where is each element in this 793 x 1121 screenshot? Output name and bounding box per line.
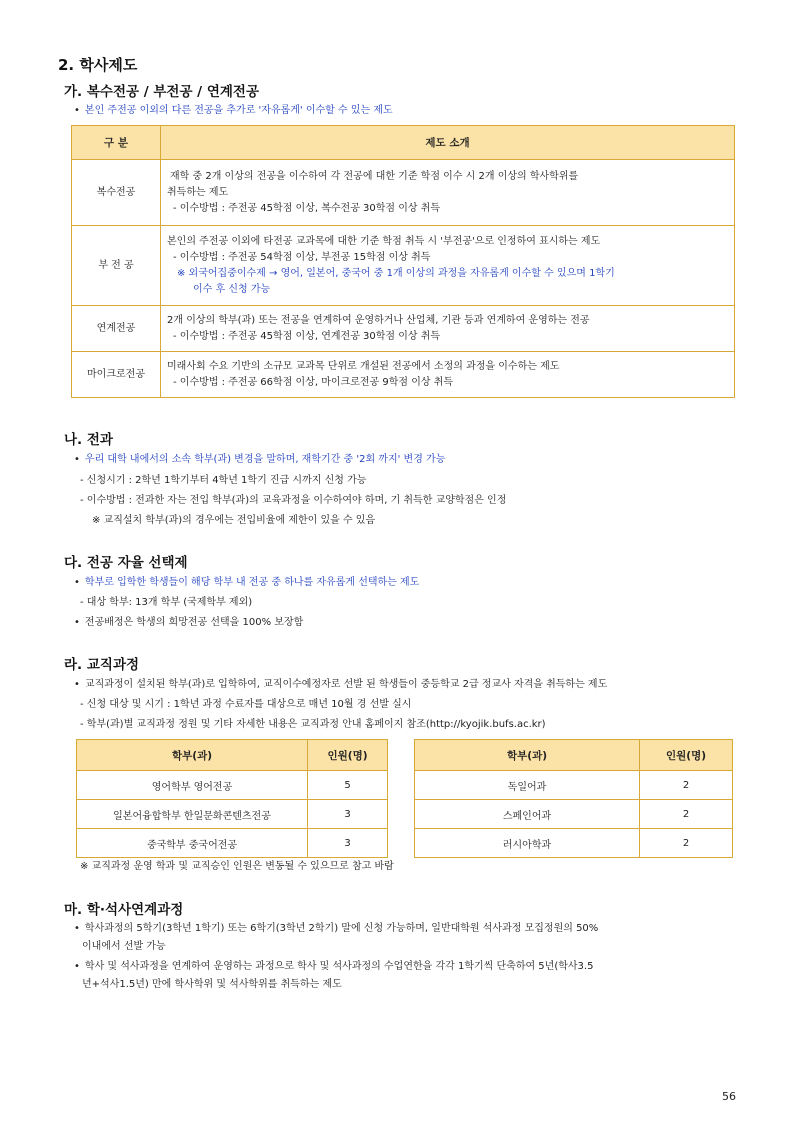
quota-cell: 3: [308, 829, 388, 858]
heading-teaching: 라. 교직과정: [64, 657, 140, 673]
teaching-intro: • 교직과정이 설치된 학부(과)로 입학하여, 교직이수예정자로 선발 된 학생들이 중등학교 2급 정교사 자격을 취득하는 제도: [74, 678, 607, 692]
quota-cell: 5: [308, 771, 388, 800]
table-row: [72, 352, 735, 398]
department-cell: 독일어과: [415, 771, 640, 800]
department-cell: 러시아학과: [415, 829, 640, 858]
transfer-line: - 신청시기 : 2학년 1학기부터 4학년 1학기 진급 시까지 신청 가능: [80, 475, 367, 486]
bachelor-master-line: 년+석사1.5년) 만에 학사학위 및 석사학위를 취득하는 제도: [82, 979, 342, 990]
teaching-quota-table-right: [414, 739, 733, 858]
page-number: 56: [722, 1090, 736, 1103]
free-major-intro: • 학부로 입학한 학생들이 해당 학부 내 전공 중 하나를 자유롭게 선택하는 제도: [74, 576, 419, 590]
row-description: [161, 160, 735, 226]
bachelor-master-bullet: • 학사 및 석사과정을 연계하여 운영하는 과정으로 학사 및 석사과정의 수업연한을 각각 1학기씩 단축하여 5년(학사3.5: [74, 960, 593, 974]
desc-line: 2개 이상의 학부(과) 또는 전공을 연계하여 운영하거나 산업체, 기관 등과 연계하여 운영하는 전공: [167, 314, 590, 326]
major-systems-table: [71, 125, 735, 398]
row-label: 복수전공: [72, 160, 161, 226]
desc-line: 미래사회 수요 기반의 소규모 교과목 단위로 개설된 전공에서 소정의 과정을 이수하는 제도: [167, 360, 560, 372]
table-header-quota: 인원(명): [640, 740, 733, 771]
free-major-bullet: • 전공배정은 학생의 희망전공 선택을 100% 보장함: [74, 616, 303, 630]
department-cell: 영어학부 영어전공: [77, 771, 308, 800]
teaching-note: ※ 교직과정 운영 학과 및 교직승인 인원은 변동될 수 있으므로 참고 바람: [80, 861, 394, 872]
row-label: 부 전 공: [72, 226, 161, 306]
desc-line: - 이수방법 : 주전공 45학점 이상, 연계전공 30학점 이상 취득: [173, 330, 441, 342]
transfer-line: - 이수방법 : 전과한 자는 전입 학부(과)의 교육과정을 이수하여야 하며, 기 취득한 교양학점은 인정: [80, 495, 507, 506]
row-label: 연계전공: [72, 306, 161, 352]
teaching-line: - 신청 대상 및 시기 : 1학년 과정 수료자를 대상으로 매년 10월 경 선발 실시: [80, 699, 412, 710]
desc-note-line: ※ 외국어집중이수제 → 영어, 일본어, 중국어 중 1개 이상의 과정을 자유롭게 이수할 수 있으며 1학기: [177, 267, 615, 279]
table-row: [415, 800, 733, 829]
transfer-note: ※ 교직설치 학부(과)의 경우에는 전입비율에 제한이 있을 수 있음: [92, 515, 376, 526]
free-major-line: - 대상 학부: 13개 학부 (국제학부 제외): [80, 597, 253, 608]
quota-cell: 2: [640, 829, 733, 858]
heading-double-major: 가. 복수전공 / 부전공 / 연계전공: [64, 84, 259, 100]
row-description: [161, 352, 735, 398]
heading-free-major: 다. 전공 자율 선택제: [64, 555, 188, 571]
table-row: [72, 226, 735, 306]
heading-bachelor-master: 마. 학·석사연계과정: [64, 902, 184, 918]
desc-line: 취득하는 제도: [167, 186, 229, 198]
double-major-intro: • 본인 주전공 이외의 다른 전공을 추가로 '자유롭게' 이수할 수 있는 제도: [74, 104, 393, 118]
table-header-department: 학부(과): [77, 740, 308, 771]
quota-cell: 2: [640, 800, 733, 829]
heading-transfer: 나. 전과: [64, 432, 113, 448]
desc-line: 재학 중 2개 이상의 전공을 이수하여 각 전공에 대한 기준 학점 이수 시 2개 이상의 학사학위를: [170, 170, 579, 182]
desc-line: - 이수방법 : 주전공 66학점 이상, 마이크로전공 9학점 이상 취득: [173, 376, 454, 388]
table-row: [77, 829, 388, 858]
table-row: [415, 771, 733, 800]
table-header-department: 학부(과): [415, 740, 640, 771]
teaching-quota-table-left: [76, 739, 388, 858]
row-description: [161, 226, 735, 306]
department-cell: 일본어융합학부 한일문화콘텐츠전공: [77, 800, 308, 829]
row-label: 마이크로전공: [72, 352, 161, 398]
table-row: [72, 306, 735, 352]
table-header-description: 제도 소개: [161, 126, 735, 160]
department-cell: 스페인어과: [415, 800, 640, 829]
department-cell: 중국학부 중국어전공: [77, 829, 308, 858]
table-header-quota: 인원(명): [308, 740, 388, 771]
bachelor-master-line: 이내에서 선발 가능: [82, 941, 166, 952]
desc-line: - 이수방법 : 주전공 45학점 이상, 복수전공 30학점 이상 취득: [173, 202, 441, 214]
desc-line: - 이수방법 : 주전공 54학점 이상, 부전공 15학점 이상 취득: [173, 251, 431, 263]
quota-cell: 2: [640, 771, 733, 800]
table-row: [72, 160, 735, 226]
bachelor-master-bullet: • 학사과정의 5학기(3학년 1학기) 또는 6학기(3학년 2학기) 말에 신청 가능하며, 일반대학원 석사과정 모집정원의 50%: [74, 922, 598, 936]
desc-note-line: 이수 후 신청 가능: [193, 283, 271, 295]
row-description: [161, 306, 735, 352]
teaching-line: - 학부(과)별 교직과정 정원 및 기타 자세한 내용은 교직과정 안내 홈페이지 참조(http://kyojik.bufs.ac.kr): [80, 719, 546, 730]
table-row: [77, 800, 388, 829]
section-title: 2. 학사제도: [58, 56, 138, 74]
quota-cell: 3: [308, 800, 388, 829]
table-row: [415, 829, 733, 858]
desc-line: 본인의 주전공 이외에 타전공 교과목에 대한 기준 학점 취득 시 '부전공'으로 인정하여 표시하는 제도: [167, 235, 601, 247]
transfer-intro: • 우리 대학 내에서의 소속 학부(과) 변경을 말하며, 재학기간 중 '2회 까지' 변경 가능: [74, 453, 445, 467]
table-header-category: 구 분: [72, 126, 161, 160]
table-row: [77, 771, 388, 800]
